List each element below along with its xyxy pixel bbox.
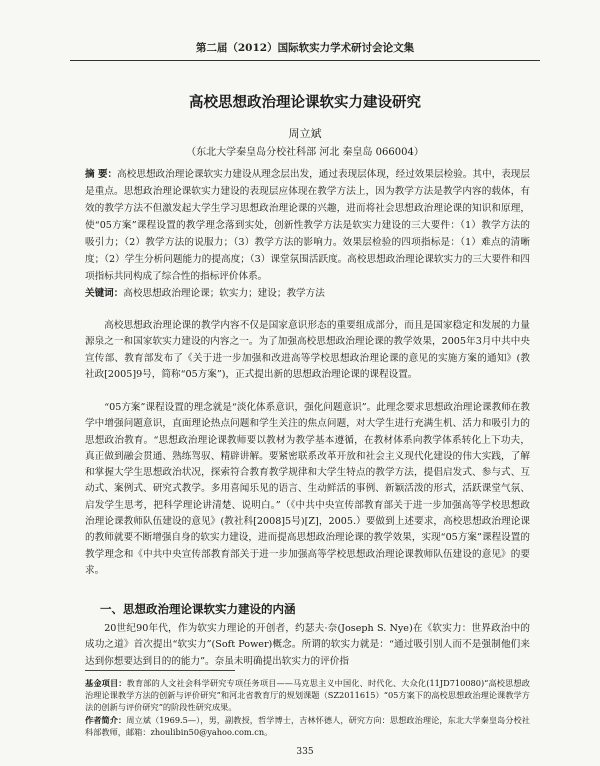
keywords-label: 关键词： [85,288,124,299]
keywords [85,285,530,302]
body-paragraph-1: 高校思想政治理论课的教学内容不仅是国家意识形态的重要组成部分，而且是国家稳定和发展的力量源泉之一和国家软实力建设的内容之一。为了加强高校思想政治理论课的教学效果，2005年3月中共中央宣传部、教育部发布了《关于进一步加强和改进高等学校思想政治理论课的意见的实施方案的通知》(教社政[2005]9号，简称“05方案”)，正式提出新的思想政治理论课的课程设置。 [85,320,530,380]
footnote-fund [85,677,530,714]
footnotes [85,677,530,738]
footnote-rule [85,670,235,671]
body-paragraph-2: “05方案”课程设置的理念就是“淡化体系意识，强化问题意识”。此理念要求思想政治理论课教师在教学中增强问题意识，直面理论热点问题和学生关注的焦点问题，对大学生进行充满生机、活力和吸引力的思想政治教育。“思想政治理论课教师要以教材为教学基本遵循，在教材体系向教学体系转化上下功夫，真正做到融会贯通、熟练驾驭、精辟讲解。要紧密联系改革开放和社会主义现代化建设的伟大实践，了解和掌握大学生思想政治状况，探索符合教育教学规律和大学生特点的教学方法，提倡启发式、参与式、互动式、案例式、研究式教学。多用喜闻乐见的语言、生动鲜活的事例、新颖活泼的形式，活跃课堂气氛、启发学生思考，把科学理论讲清楚、说明白。”（《中共中央宣传部教育部关于进一步加强高等学校思想政治理论课教师队伍建设的意见》(教社科[2008]5号)[Z]，2005.）要做到上述要求，高校思想政治理论课的教师就要不断增强自身的软实力建设，进而提高思想政治理论课的教学效果，实现“05方案”课程设置的教学理念和《中共中央宣传部教育部关于进一步加强高等学校思想政治理论课教师队伍建设的意见》的要求。 [85,402,530,576]
author-bio-text: 周立斌（1969.5—），男，副教授，哲学博士，吉林怀德人，研究方向：思想政治理论，东北大学秦皇岛分校社科部教师，邮箱：zhoulibin50@yahoo.com.cn。 [85,714,530,737]
section-heading-1: 一、思想政治理论课软实力建设的内涵 [100,602,296,616]
running-header: 第二届（2012）国际软实力学术研讨会论文集 [195,42,415,54]
page-number: 335 [296,747,314,757]
author-bio-label: 作者简介： [85,714,127,725]
article-author: 周立斌 [288,127,322,140]
fund-text: 教育部的人文社会科学研究专项任务项目——马克思主义中国化、时代化、大众化(11JD710080)“高校思想政治理论课教学方法的创新与评价研究”和河北省教育厅的规划课题（SZ2011615）“05方案下的高校思想政治理论课教学方法的创新与评价研究”的阶段性研究成果。 [85,678,530,713]
header-rule [70,60,540,61]
fund-label: 基金项目： [85,678,127,688]
abstract-text: 高校思想政治理论课软实力建设从理念层出发，通过表现层体现，经过效果层检验。其中，表现层是重点。思想政治理论课软实力建设的表现层应体现在教学方法上，因为教学方法是教学内容的载体，有效的教学方法不但激发起大学生学习思想政治理论课的兴趣，进而将社会思想政治理论课的知识和原理，使“05方案”课程设置的教学理念落到实处，创新性教学方法是软实力建设的三大要件：（1）教学方法的吸引力；（2）教学方法的说服力；（3）教学方法的影响力。效果层检验的四项指标是：（1）难点的清晰度；（2）学生分析问题能力的提高度；（3）课堂氛围活跃度。高校思想政治理论课软实力的三大要件和四项指标共同构成了综合性的指标评价体系。 [85,169,531,282]
article-title: 高校思想政治理论课软实力建设研究 [189,95,421,111]
footnote-author [85,714,530,738]
abstract-label: 摘 要： [85,169,118,180]
keywords-text: 高校思想政治理论课；软实力；建设；教学方法 [123,288,325,299]
article-affiliation: （东北大学秦皇岛分校社科部 河北 秦皇岛 066004） [186,147,424,158]
body-paragraph-3: 20世纪90年代，作为软实力理论的开创者，约瑟夫·奈(Joseph S. Nye)在《软实力：世界政治中的成功之道》首次提出“软实力”(Soft Power)概念。所谓的软实力就是：“通过吸引别人而不是强制他们来达到你想要达到目的的能力”。奈虽未明确提出软实力的评价指 [85,623,530,667]
abstract [85,166,530,285]
